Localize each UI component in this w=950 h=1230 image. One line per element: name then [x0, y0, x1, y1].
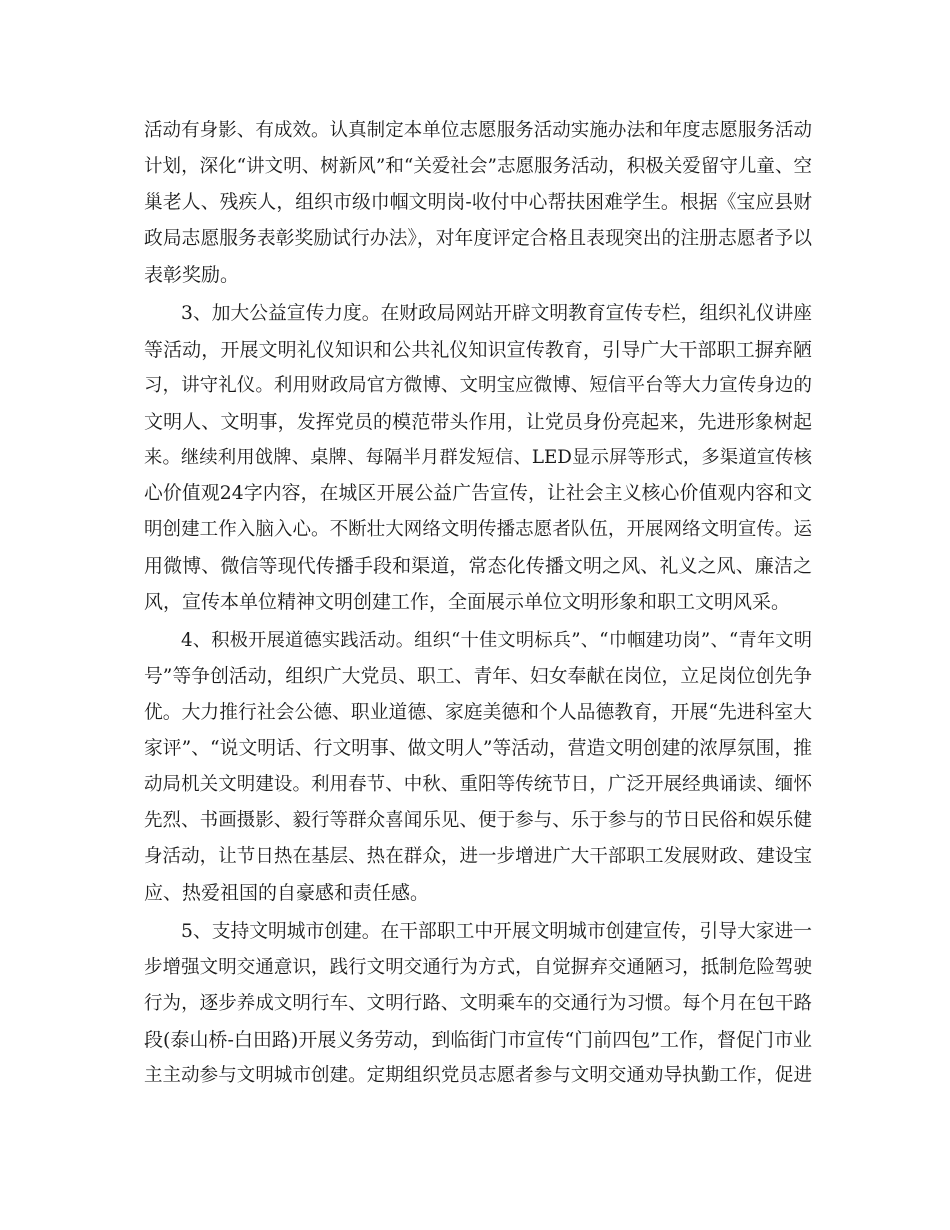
paragraph-line: 家评”、“说文明话、行文明事、做文明人”等活动，营造文明创建的浓厚氛围，推 [144, 738, 812, 759]
paragraph-line: 应、热爱祖国的自豪感和责任感。 [144, 882, 430, 904]
paragraph-line: 计划，深化“讲文明、树新风”和“关爱社会”志愿服务活动，积极关爱留守儿童、空 [144, 156, 812, 177]
paragraph-line: 先烈、书画摄影、毅行等群众喜闻乐见、便于参与、乐于参与的节日民俗和娱乐健 [144, 810, 812, 831]
paragraph-line: 用微博、微信等现代传播手段和渠道，常态化传播文明之风、礼义之风、廉洁之 [144, 555, 812, 577]
paragraph-line: 来。继续利用戗牌、桌牌、每隔半月群发短信、LED显示屏等形式，多渠道宣传核 [144, 447, 812, 468]
paragraph-line: 等活动，开展文明礼仪知识和公共礼仪知识宣传教育，引导广大干部职工摒弃陋 [144, 339, 812, 361]
paragraph-line: 心价值观24字内容，在城区开展公益广告宣传，让社会主义核心价值观内容和文 [144, 483, 812, 504]
paragraph-line: 巢老人、残疾人，组织市级巾帼文明岗-收付中心帮扶困难学生。根据《宝应县财 [144, 192, 812, 213]
paragraph-line: 活动有身影、有成效。认真制定本单位志愿服务活动实施办法和年度志愿服务活动 [144, 120, 812, 141]
paragraph-line: 号”等争创活动，组织广大党员、职工、青年、妇女奉献在岗位，立足岗位创先争 [144, 666, 812, 687]
paragraph-line: 段(泰山桥-白田路)开展义务劳动，到临街门市宣传“门前四包”工作，督促门市业 [144, 1029, 812, 1051]
paragraph-line: 身活动，让节日热在基层、热在群众，进一步增进广大干部职工发展财政、建设宝 [144, 846, 812, 867]
paragraph-line: 主主动参与文明城市创建。定期组织党员志愿者参与文明交通劝导执勤工作，促进 [144, 1065, 812, 1086]
paragraph-line: 步增强文明交通意识，践行文明交通行为方式，自觉摒弃交通陋习，抵制危险驾驶 [144, 957, 812, 978]
paragraph-line: 风，宣传本单位精神文明创建工作，全面展示单位文明形象和职工文明风采。 [144, 591, 791, 613]
paragraph-line: 3、加大公益宣传力度。在财政局网站开辟文明教育宣传专栏，组织礼仪讲座 [181, 303, 812, 324]
paragraph-line: 行为，逐步养成文明行车、文明行路、文明乘车的交通行为习惯。每个月在包干路 [144, 993, 812, 1014]
paragraph-line: 优。大力推行社会公德、职业道德、家庭美德和个人品德教育，开展“先进科室大 [144, 702, 812, 723]
paragraph-line: 政局志愿服务表彰奖励试行办法》，对年度评定合格且表现突出的注册志愿者予以 [144, 228, 812, 249]
paragraph-line: 表彰奖励。 [144, 264, 240, 286]
paragraph-line: 5、支持文明城市创建。在干部职工中开展文明城市创建宣传，引导大家进一 [181, 921, 812, 942]
paragraph-line: 文明人、文明事，发挥党员的模范带头作用，让党员身份亮起来，先进形象树起 [144, 411, 812, 433]
paragraph-line: 习，讲守礼仪。利用财政局官方微博、文明宝应微博、短信平台等大力宣传身边的 [144, 375, 812, 396]
paragraph-line: 4、积极开展道德实践活动。组织“十佳文明标兵”、“巾帼建功岗”、“青年文明 [181, 630, 812, 651]
paragraph-line: 动局机关文明建设。利用春节、中秋、重阳等传统节日，广泛开展经典诵读、缅怀 [144, 774, 812, 795]
paragraph-line: 明创建工作入脑入心。不断壮大网络文明传播志愿者队伍，开展网络文明宣传。运 [144, 519, 812, 540]
